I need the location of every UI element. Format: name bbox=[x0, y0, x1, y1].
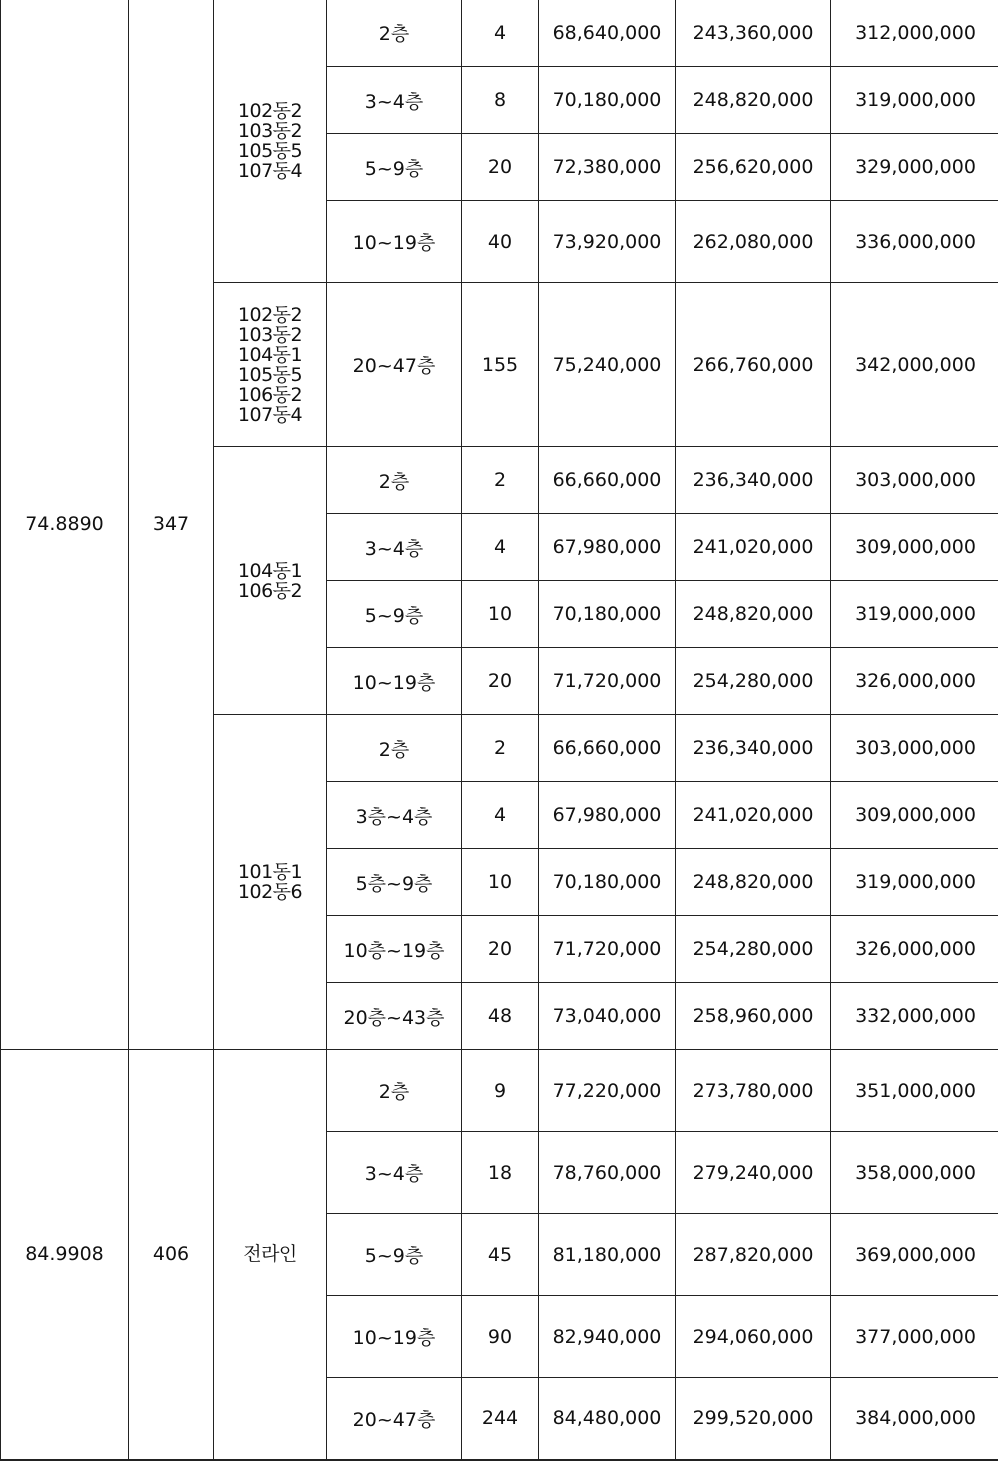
dong-label: 106동2 bbox=[237, 383, 303, 406]
floor-cell: 2층 bbox=[327, 447, 462, 514]
building-price-cell: 236,340,000 bbox=[676, 715, 831, 782]
total-price-cell: 332,000,000 bbox=[831, 983, 998, 1050]
total-price-cell: 326,000,000 bbox=[831, 648, 998, 715]
land-price-cell: 77,220,000 bbox=[539, 1050, 676, 1132]
building-price-cell: 279,240,000 bbox=[676, 1132, 831, 1214]
land-price-cell: 71,720,000 bbox=[539, 916, 676, 983]
count-cell: 18 bbox=[462, 1132, 539, 1214]
total-price-cell: 319,000,000 bbox=[831, 581, 998, 648]
area-cell: 74.8890 bbox=[1, 0, 129, 1050]
land-price-cell: 71,720,000 bbox=[539, 648, 676, 715]
land-price-cell: 84,480,000 bbox=[539, 1378, 676, 1460]
price-table-body bbox=[1, 0, 998, 1460]
dong-label: 107동4 bbox=[237, 403, 303, 426]
floor-cell: 2층 bbox=[327, 1050, 462, 1132]
building-price-cell: 241,020,000 bbox=[676, 514, 831, 581]
count-cell: 8 bbox=[462, 67, 539, 134]
building-price-cell: 254,280,000 bbox=[676, 648, 831, 715]
dong-label: 전라인 bbox=[243, 1243, 297, 1266]
floor-cell: 3~4층 bbox=[327, 514, 462, 581]
floor-cell: 5~9층 bbox=[327, 581, 462, 648]
building-price-cell: 256,620,000 bbox=[676, 134, 831, 201]
dong-label: 104동1 bbox=[237, 559, 303, 582]
land-price-cell: 68,640,000 bbox=[539, 0, 676, 67]
area-cell: 84.9908 bbox=[1, 1050, 129, 1460]
count-cell: 9 bbox=[462, 1050, 539, 1132]
building-price-cell: 243,360,000 bbox=[676, 0, 831, 67]
floor-cell: 5층~9층 bbox=[327, 849, 462, 916]
building-price-cell: 248,820,000 bbox=[676, 849, 831, 916]
land-price-cell: 75,240,000 bbox=[539, 283, 676, 447]
building-price-cell: 266,760,000 bbox=[676, 283, 831, 447]
land-price-cell: 81,180,000 bbox=[539, 1214, 676, 1296]
total-price-cell: 384,000,000 bbox=[831, 1378, 998, 1460]
households-cell: 406 bbox=[129, 1050, 214, 1460]
floor-cell: 10~19층 bbox=[327, 648, 462, 715]
count-cell: 20 bbox=[462, 134, 539, 201]
dong-label: 103동2 bbox=[237, 119, 303, 142]
floor-cell: 5~9층 bbox=[327, 134, 462, 201]
dong-label: 104동1 bbox=[237, 343, 303, 366]
total-price-cell: 303,000,000 bbox=[831, 447, 998, 514]
dong-cell bbox=[214, 283, 327, 447]
floor-cell: 10~19층 bbox=[327, 201, 462, 283]
total-price-cell: 369,000,000 bbox=[831, 1214, 998, 1296]
count-cell: 20 bbox=[462, 916, 539, 983]
total-price-cell: 358,000,000 bbox=[831, 1132, 998, 1214]
total-price-cell: 329,000,000 bbox=[831, 134, 998, 201]
floor-cell: 20층~43층 bbox=[327, 983, 462, 1050]
total-price-cell: 309,000,000 bbox=[831, 782, 998, 849]
building-price-cell: 254,280,000 bbox=[676, 916, 831, 983]
land-price-cell: 67,980,000 bbox=[539, 514, 676, 581]
land-price-cell: 73,040,000 bbox=[539, 983, 676, 1050]
land-price-cell: 67,980,000 bbox=[539, 782, 676, 849]
land-price-cell: 70,180,000 bbox=[539, 581, 676, 648]
table-row bbox=[1, 0, 998, 67]
count-cell: 48 bbox=[462, 983, 539, 1050]
land-price-cell: 72,380,000 bbox=[539, 134, 676, 201]
count-cell: 10 bbox=[462, 581, 539, 648]
table-row bbox=[1, 1050, 998, 1132]
dong-label: 102동2 bbox=[237, 99, 303, 122]
building-price-cell: 299,520,000 bbox=[676, 1378, 831, 1460]
total-price-cell: 336,000,000 bbox=[831, 201, 998, 283]
building-price-cell: 258,960,000 bbox=[676, 983, 831, 1050]
total-price-cell: 377,000,000 bbox=[831, 1296, 998, 1378]
building-price-cell: 248,820,000 bbox=[676, 581, 831, 648]
building-price-cell: 273,780,000 bbox=[676, 1050, 831, 1132]
count-cell: 155 bbox=[462, 283, 539, 447]
total-price-cell: 319,000,000 bbox=[831, 849, 998, 916]
floor-cell: 2층 bbox=[327, 0, 462, 67]
total-price-cell: 342,000,000 bbox=[831, 283, 998, 447]
count-cell: 40 bbox=[462, 201, 539, 283]
total-price-cell: 326,000,000 bbox=[831, 916, 998, 983]
building-price-cell: 287,820,000 bbox=[676, 1214, 831, 1296]
count-cell: 90 bbox=[462, 1296, 539, 1378]
count-cell: 2 bbox=[462, 715, 539, 782]
dong-cell bbox=[214, 715, 327, 1050]
count-cell: 20 bbox=[462, 648, 539, 715]
floor-cell: 3~4층 bbox=[327, 67, 462, 134]
dong-label: 103동2 bbox=[237, 323, 303, 346]
dong-label: 105동5 bbox=[237, 139, 303, 162]
building-price-cell: 248,820,000 bbox=[676, 67, 831, 134]
floor-cell: 3층~4층 bbox=[327, 782, 462, 849]
count-cell: 2 bbox=[462, 447, 539, 514]
dong-label: 101동1 bbox=[237, 861, 303, 883]
total-price-cell: 303,000,000 bbox=[831, 715, 998, 782]
count-cell: 4 bbox=[462, 782, 539, 849]
land-price-cell: 66,660,000 bbox=[539, 715, 676, 782]
floor-cell: 20~47층 bbox=[327, 283, 462, 447]
floor-cell: 20~47층 bbox=[327, 1378, 462, 1460]
building-price-cell: 262,080,000 bbox=[676, 201, 831, 283]
total-price-cell: 312,000,000 bbox=[831, 0, 998, 67]
count-cell: 45 bbox=[462, 1214, 539, 1296]
land-price-cell: 73,920,000 bbox=[539, 201, 676, 283]
count-cell: 10 bbox=[462, 849, 539, 916]
count-cell: 244 bbox=[462, 1378, 539, 1460]
count-cell: 4 bbox=[462, 514, 539, 581]
dong-label: 102동2 bbox=[237, 303, 303, 326]
floor-cell: 10~19층 bbox=[327, 1296, 462, 1378]
land-price-cell: 70,180,000 bbox=[539, 849, 676, 916]
floor-cell: 5~9층 bbox=[327, 1214, 462, 1296]
count-cell: 4 bbox=[462, 0, 539, 67]
dong-label: 106동2 bbox=[237, 579, 303, 602]
land-price-cell: 78,760,000 bbox=[539, 1132, 676, 1214]
land-price-cell: 70,180,000 bbox=[539, 67, 676, 134]
dong-cell bbox=[214, 447, 327, 715]
floor-cell: 2층 bbox=[327, 715, 462, 782]
households-cell: 347 bbox=[129, 0, 214, 1050]
floor-cell: 3~4층 bbox=[327, 1132, 462, 1214]
total-price-cell: 351,000,000 bbox=[831, 1050, 998, 1132]
dong-label: 102동6 bbox=[237, 881, 303, 903]
building-price-cell: 294,060,000 bbox=[676, 1296, 831, 1378]
land-price-cell: 82,940,000 bbox=[539, 1296, 676, 1378]
dong-label: 105동5 bbox=[237, 363, 303, 386]
dong-cell bbox=[214, 1050, 327, 1460]
total-price-cell: 319,000,000 bbox=[831, 67, 998, 134]
floor-cell: 10층~19층 bbox=[327, 916, 462, 983]
building-price-cell: 241,020,000 bbox=[676, 782, 831, 849]
building-price-cell: 236,340,000 bbox=[676, 447, 831, 514]
total-price-cell: 309,000,000 bbox=[831, 514, 998, 581]
land-price-cell: 66,660,000 bbox=[539, 447, 676, 514]
dong-cell bbox=[214, 0, 327, 283]
dong-label: 107동4 bbox=[237, 159, 303, 182]
